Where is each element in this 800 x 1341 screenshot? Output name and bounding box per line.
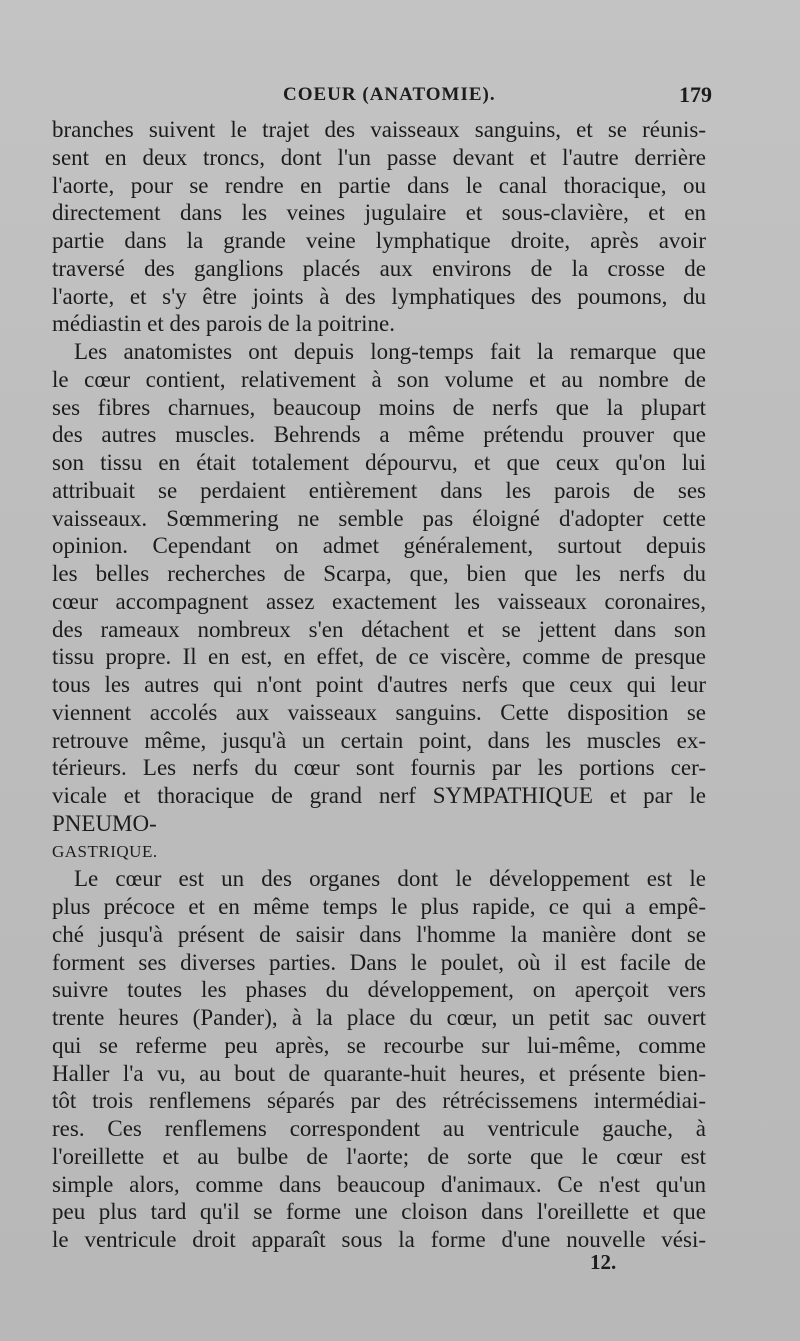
text-line: forment ses diverses parties. Dans le poulet, où il est facile de xyxy=(52,949,706,975)
text-line: branches suivent le trajet des vaisseaux sanguins, et se réunis- xyxy=(52,117,706,142)
text-line: les belles recherches de Scarpa, que, bien que les nerfs du xyxy=(52,561,706,586)
text-line: son tissu en était totalement dépourvu, et que ceux qu'on lui xyxy=(52,450,706,475)
text-line: tissu propre. Il en est, en effet, de ce viscère, comme de presque xyxy=(52,644,706,670)
text-line: Haller l'a vu, au bout de quarante-huit heures, et présente bien- xyxy=(52,1060,706,1086)
text-line: attribuait se perdaient entièrement dans les parois de ses xyxy=(52,477,706,503)
text-line: l'oreillette et au bulbe de l'aorte; de sorte que le cœur est xyxy=(52,1143,706,1169)
text-line: retrouve même, jusqu'à un certain point, dans les muscles ex- xyxy=(52,727,706,753)
text-line: GASTRIQUE. xyxy=(52,841,158,861)
text-line: des rameaux nombreux s'en détachent et se jettent dans son xyxy=(52,616,706,642)
text-line: Le cœur est un des organes dont le développement est le xyxy=(74,866,706,892)
text-line: viennent accolés aux vaisseaux sanguins. Cette disposition se xyxy=(52,699,706,725)
text-line: le cœur contient, relativement à son volume et au nombre de xyxy=(52,366,706,392)
text-line: le ventricule droit apparaît sous la forme d'une nouvelle vési- xyxy=(52,1227,706,1252)
text-line: opinion. Cependant on admet généralement, surtout depuis xyxy=(52,533,706,559)
text-line: traversé des ganglions placés aux environs de la crosse de xyxy=(52,255,706,281)
text-line: ché jusqu'à présent de saisir dans l'homme la manière dont se xyxy=(52,921,706,947)
text-line: trente heures (Pander), à la place du cœur, un petit sac ouvert xyxy=(52,1005,706,1030)
text-line: partie dans la grande veine lymphatique droite, après avoir xyxy=(52,228,706,253)
body-text xyxy=(52,116,706,1254)
text-line: térieurs. Les nerfs du cœur sont fournis par les portions cer- xyxy=(52,755,706,781)
text-line: directement dans les veines jugulaire et sous-clavière, et en xyxy=(52,200,706,226)
text-line: cœur accompagnent assez exactement les vaisseaux coronaires, xyxy=(52,588,706,614)
text-line: l'aorte, et s'y être joints à des lymphatiques des poumons, du xyxy=(52,283,706,309)
text-line: Les anatomistes ont depuis long-temps fait la remarque que xyxy=(74,339,706,364)
text-line: l'aorte, pour se rendre en partie dans le canal thoracique, ou xyxy=(52,172,706,198)
text-line: vaisseaux. Sœmmering ne semble pas éloigné d'adopter cette xyxy=(52,505,706,531)
text-line: sent en deux troncs, dont l'un passe devant et l'autre derrière xyxy=(52,144,706,170)
paragraph-3 xyxy=(52,865,706,1254)
text-line: simple alors, comme dans beaucoup d'animaux. Ce n'est qu'un xyxy=(52,1171,706,1197)
text-line: tous les autres qui n'ont point d'autres nerfs que ceux qui leur xyxy=(52,672,706,697)
paragraph-2 xyxy=(52,338,706,865)
paragraph-1 xyxy=(52,116,706,338)
page-header xyxy=(0,80,800,116)
text-line: res. Ces renflemens correspondent au ventricule gauche, à xyxy=(52,1116,706,1141)
text-line: suivre toutes les phases du développement, on aperçoit vers xyxy=(52,977,706,1003)
signature-mark: 12. xyxy=(590,1250,617,1274)
page-number: 179 xyxy=(679,82,712,107)
text-line: peu plus tard qu'il se forme une cloison dans l'oreillette et que xyxy=(52,1199,706,1225)
text-line: vicale et thoracique de grand nerf SYMPATHIQUE et par le PNEUMO- xyxy=(52,783,706,836)
text-line: tôt trois renflemens séparés par des rétrécissemens intermédiai- xyxy=(52,1088,706,1114)
text-line: des autres muscles. Behrends a même prétendu prouver que xyxy=(52,422,706,448)
running-title: COEUR (ANATOMIE). xyxy=(283,84,496,105)
text-line: plus précoce et en même temps le plus rapide, ce qui a empê- xyxy=(52,894,706,919)
text-line: médiastin et des parois de la poitrine. xyxy=(52,311,395,337)
text-line: qui se referme peu après, se recourbe sur lui-même, comme xyxy=(52,1032,706,1058)
text-line: ses fibres charnues, beaucoup moins de nerfs que la plupart xyxy=(52,394,706,420)
